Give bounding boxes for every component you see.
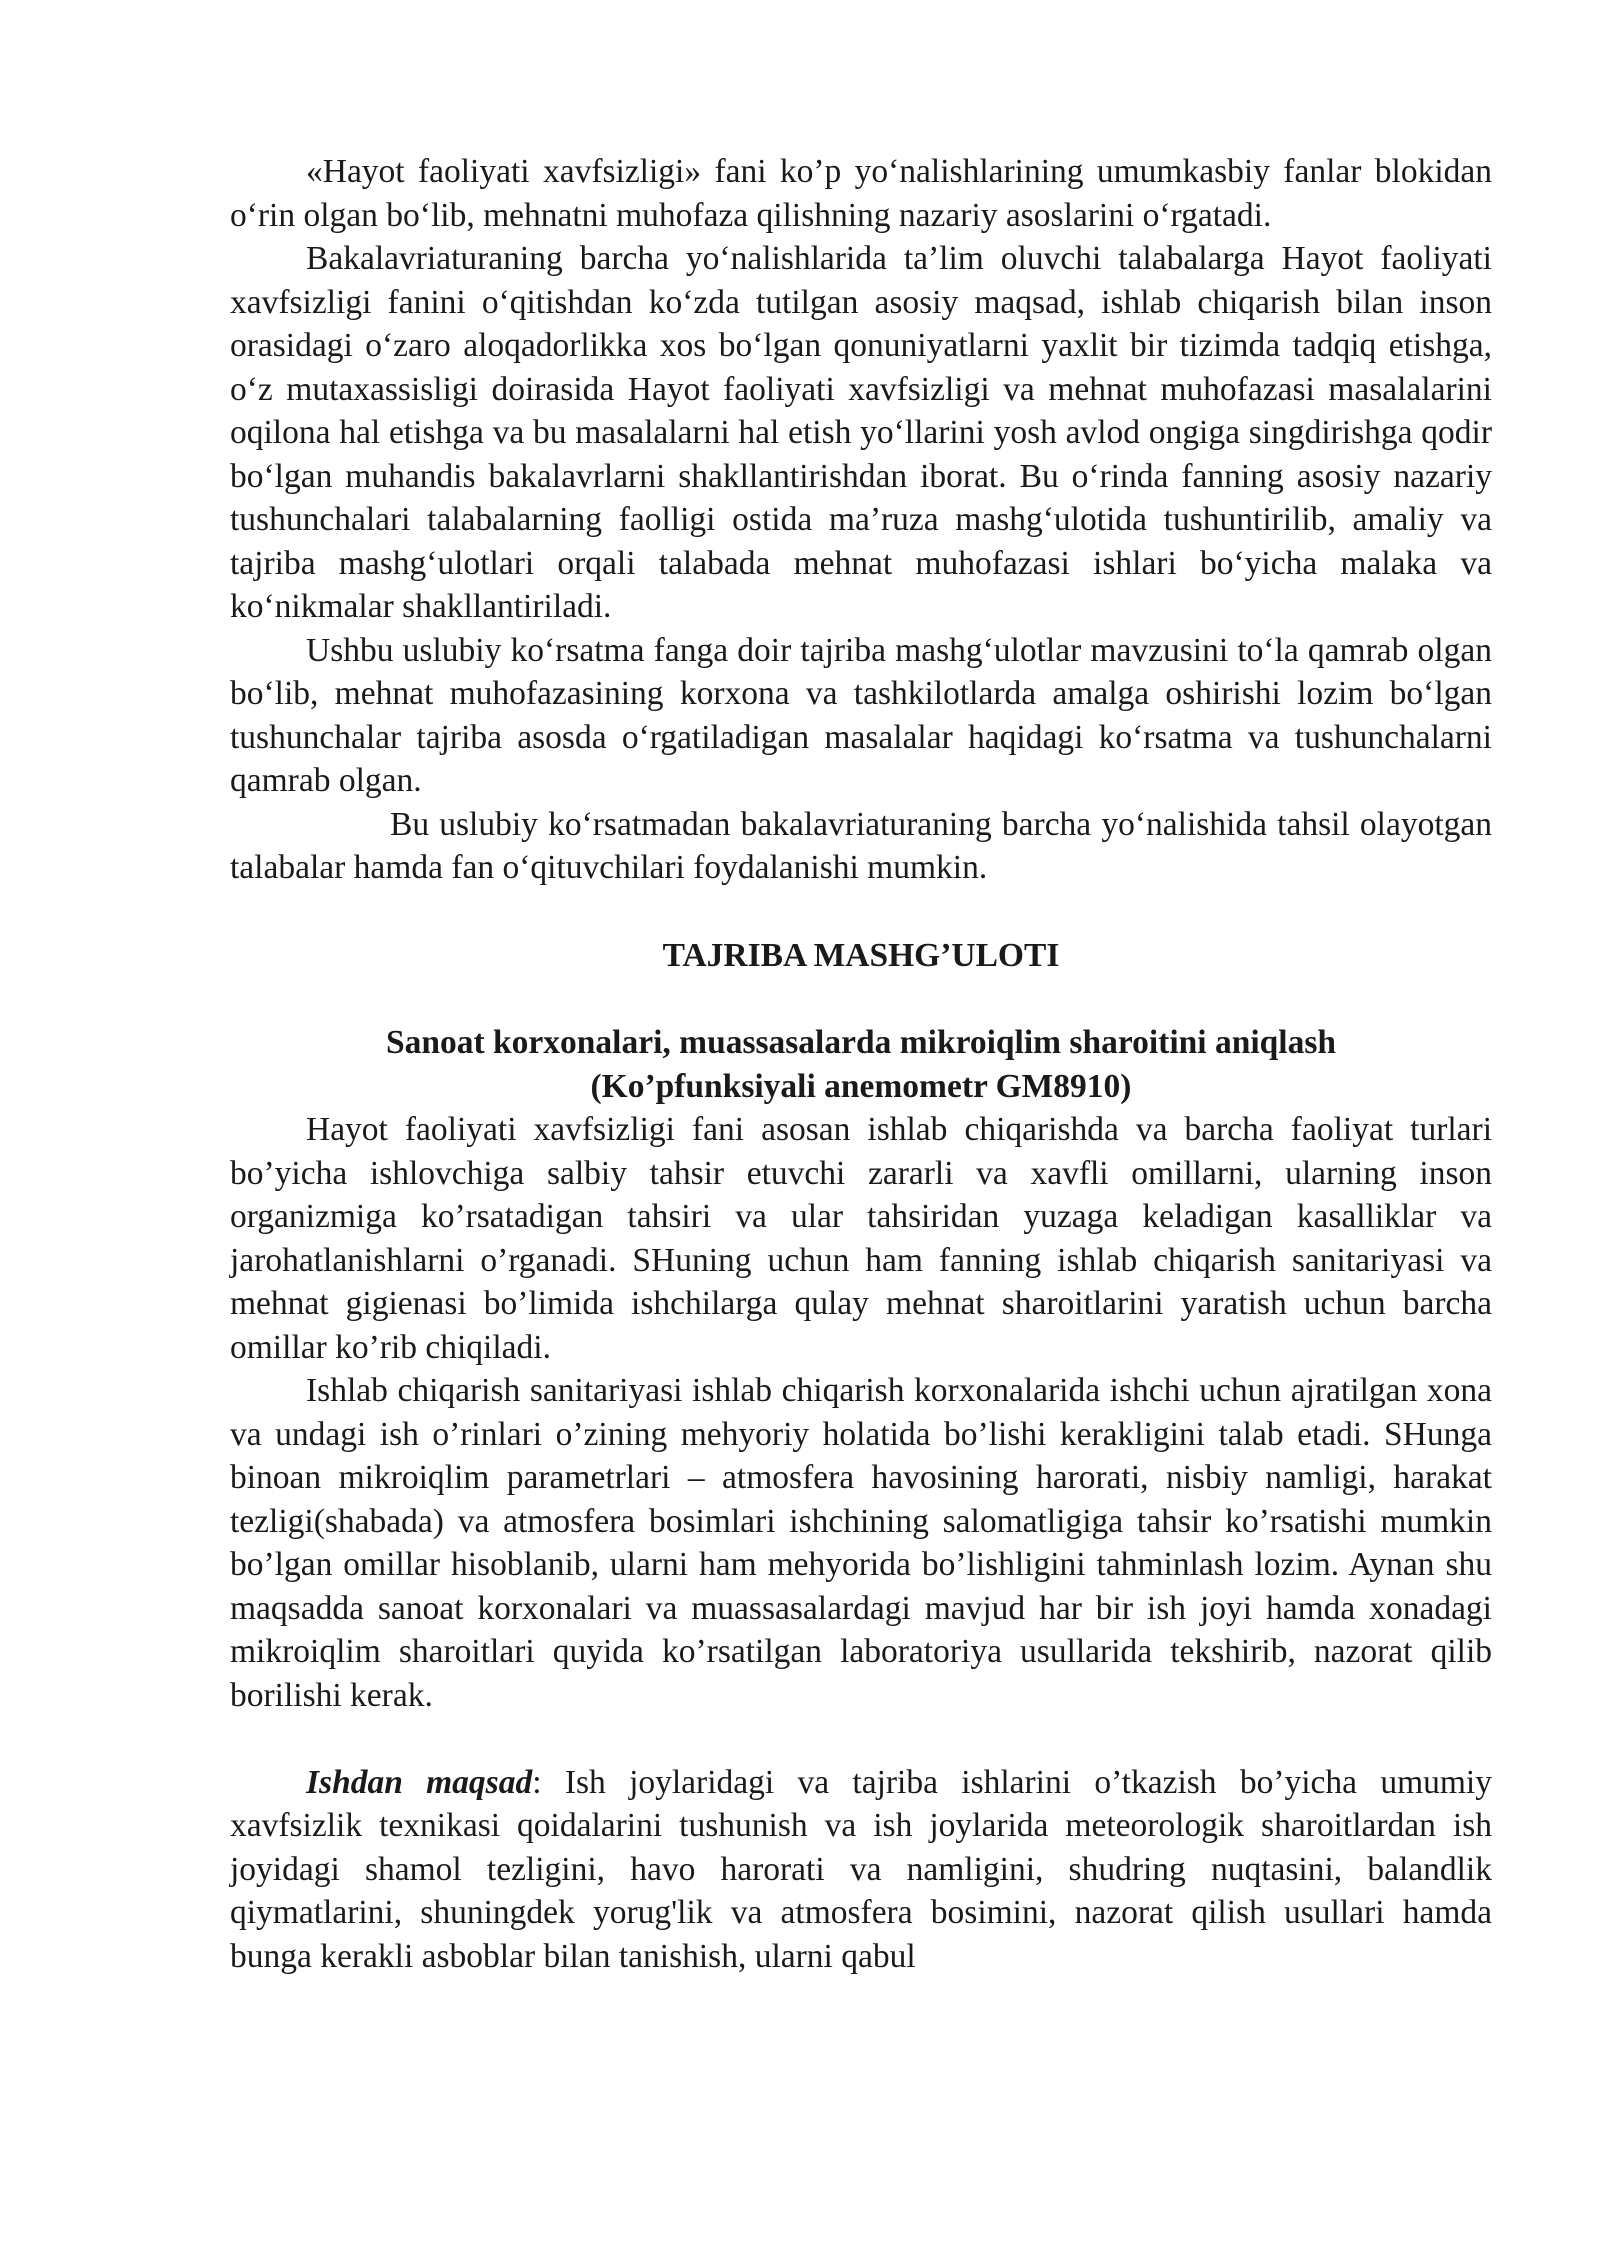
intro-paragraph-1: «Hayot faoliyati xavfsizligi» fani ko’p yo‘nalishlarining umumkasbiy fanlar blokidan o‘rin olgan bo‘lib, mehnatni muhofaza qilishning nazariy asoslarini o‘rgatadi. [230,153,1492,234]
document-page [230,150,1492,1978]
goal-text: : Ish joylaridagi va tajriba ishlarini o’tkazish bo’yicha umumiy xavfsizlik texnikasi qoidalarini tushunish va ish joylarida meteorologik sharoitlardan ish joyidagi shamol tezligini, havo harorati va namligini, shudring nuqtasini, balandlik qiymatlarini, shuningdek yorug'lik va atmosfera bosimini, nazorat qilish usullari hamda bunga kerakli asboblar bilan tanishish, ularni qabul [230,1763,1492,1975]
intro-paragraph-3: Ushbu uslubiy ko‘rsatma fanga doir tajriba mashg‘ulotlar mavzusini to‘la qamrab olgan bo‘lib, mehnat muhofazasining korxona va tashkilotlarda amalga oshirishi lozim bo‘lgan tushunchalar tajriba asosda o‘rgatiladigan masalalar haqidagi ko‘rsatma va tushunchalarni qamrab olgan. [230,631,1492,799]
section-title: TAJRIBA MASHG’ULOTI [662,936,1060,974]
intro-paragraph-4: Bu uslubiy ko‘rsatmadan bakalavriaturaning barcha yo‘nalishida tahsil olayotgan talabalar hamda fan o‘qituvchilari foydalanishi mumkin. [230,805,1492,886]
subtitle-line-2: (Ko’pfunksiyali anemometr GM8910) [590,1067,1132,1105]
goal-label: Ishdan maqsad [306,1763,533,1801]
body-paragraph-1: Hayot faoliyati xavfsizligi fani asosan ishlab chiqarishda va barcha faoliyat turlari bo’yicha ishlovchiga salbiy tahsir etuvchi zararli va xavfli omillarni, ularning inson organizmiga ko’rsatadigan tahsiri va ular tahsiridan yuzaga keladigan kasalliklar va jarohatlanishlarni o’rganadi. SHuning uchun ham fanning ishlab chiqarish sanitariyasi va mehnat gigienasi bo’limida ishchilarga qulay mehnat sharoitlarini yaratish uchun barcha omillar ko’rib chiqiladi. [230,1111,1492,1366]
subtitle-line-1: Sanoat korxonalari, muassasalarda mikroiqlim sharoitini aniqlash [386,1024,1336,1061]
body-paragraph-2: Ishlab chiqarish sanitariyasi ishlab chiqarish korxonalarida ishchi uchun ajratilgan xona va undagi ish o’rinlari o’zining mehyoriy holatida bo’lishi kerakligini talab etadi. SHunga binoan mikroiqlim parametrlari – atmosfera havosining harorati, nisbiy namligi, harakat tezligi(shabada) va atmosfera bosimlari ishchining salomatligiga tahsir ko’rsatishi mumkin bo’lgan omillar hisoblanib, ularni ham mehyorida bo’lishligini tahminlash lozim. Aynan shu maqsadda sanoat korxonalari va muassasalardagi mavjud har bir ish joyi hamda xonadagi mikroiqlim sharoitlari quyida ko’rsatilgan laboratoriya usullarida tekshirib, nazorat qilib borilishi kerak. [230,1372,1492,1714]
goal-paragraph [230,1761,1492,1979]
intro-paragraph-2: Bakalavriaturaning barcha yo‘nalishlarida ta’lim oluvchi talabalarga Hayot faoliyati xavfsizligi fanini o‘qitishdan ko‘zda tutilgan asosiy maqsad, ishlab chiqarish bilan inson orasidagi o‘zaro aloqadorlikka xos bo‘lgan qonuniyatlarni yaxlit bir tizimda tadqiq etishga, o‘z mutaxassisligi doirasida Hayot faoliyati xavfsizligi va mehnat muhofazasi masalalarini oqilona hal etishga va bu masalalarni hal etish yo‘llarini yosh avlod ongiga singdirishga qodir bo‘lgan muhandis bakalavrlarni shakllantirishdan iborat. Bu o‘rinda fanning asosiy nazariy tushunchalari talabalarning faolligi ostida ma’ruza mashg‘ulotida tushuntirilib, amaliy va tajriba mashg‘ulotlari orqali talabada mehnat muhofazasi ishlari bo‘yicha malaka va ko‘nikmalar shakllantiriladi. [230,240,1492,625]
paragraph-spacer [230,1717,1492,1761]
